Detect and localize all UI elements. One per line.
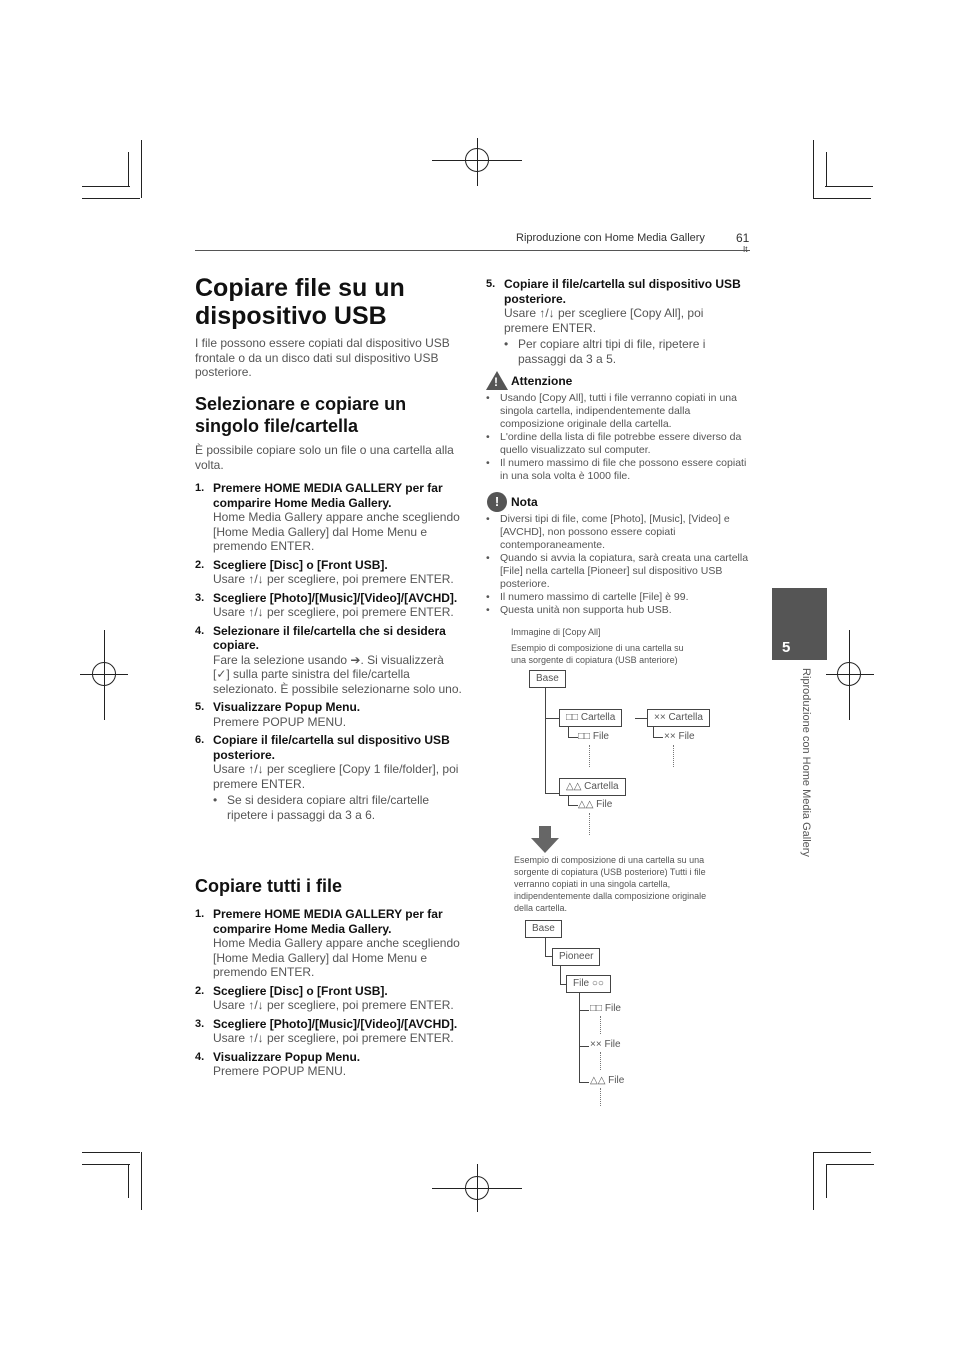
running-title: Riproduzione con Home Media Gallery	[516, 232, 705, 244]
folder-b: ×× Cartella	[647, 709, 710, 727]
file-b: ×× File	[664, 731, 695, 742]
step: 5. Visualizzare Popup Menu. Premere POPUP MENU.	[195, 700, 361, 729]
step: 1. Premere HOME MEDIA GALLERY per far comparire Home Media Gallery. Home Media Gallery appare anche scegliendo [Home Media Gallery] dal Home Menu e premendo ENTER.	[195, 907, 460, 979]
nota-heading: Nota	[511, 495, 538, 509]
step: 1. Premere HOME MEDIA GALLERY per far comparire Home Media Gallery. Home Media Gallery appare anche scegliendo [Home Media Gallery] dal Home Menu e premendo ENTER.	[195, 481, 460, 553]
arrow-down-icon	[530, 826, 560, 854]
list-item: • Il numero massimo di cartelle [File] è 99.	[486, 591, 750, 604]
attenzione-heading: Attenzione	[511, 374, 573, 388]
list-item: • Diversi tipi di file, come [Photo], [Music], [Video] e [AVCHD], non possono essere copiati contemporaneamente.	[486, 513, 750, 552]
step: 6. Copiare il file/cartella sul dispositivo USB posteriore. Usare ↑/↓ per scegliere [Copy 1 file/folder], poi premere ENTER. • Se si desidera copiare altri file/cartelle ripetere i passaggi da 3 a 6.	[195, 733, 463, 822]
section2-steps	[195, 907, 463, 1083]
section2-heading: Copiare tutti i file	[195, 876, 343, 896]
folder-base: Base	[525, 920, 562, 938]
list-item: • Usando [Copy All], tutti i file verranno copiati in una singola cartella, indipendentemente dalla composizione originale della cartella.	[486, 392, 748, 431]
info-icon: !	[487, 492, 507, 512]
warning-icon-mark: !	[494, 375, 498, 389]
chapter-number: 5	[782, 639, 791, 656]
page-title: Copiare file su un dispositivo USB	[195, 274, 405, 330]
page-number: 61	[736, 231, 750, 245]
intro-text: I file possono essere copiati dal dispositivo USB frontale o da un disco dati sul dispositivo USB posteriore.	[195, 336, 450, 379]
folder-pioneer: Pioneer	[552, 948, 600, 966]
section1-steps	[195, 481, 463, 826]
folder-a: □□ Cartella	[559, 709, 622, 727]
list-item: • Il numero massimo di file che possono essere copiati in una sola volta è 1000 file.	[486, 457, 748, 483]
diagram-example1: Esempio di composizione di una cartella su una sorgente di copiatura (USB anteriore)	[511, 643, 684, 665]
list-item: • Quando si avvia la copiatura, sarà creata una cartella [File] nella cartella [Pioneer] sul dispositivo USB posteriore.	[486, 552, 750, 591]
step: 5. Copiare il file/cartella sul dispositivo USB posteriore. Usare ↑/↓ per scegliere [Copy All], poi premere ENTER. • Per copiare altri tipi di file, ripetere i passaggi da 3 a 5.	[486, 277, 741, 366]
step: 3. Scegliere [Photo]/[Music]/[Video]/[AVCHD]. Usare ↑/↓ per scegliere, poi premere ENTER.	[195, 590, 458, 619]
diagram-example2: Esempio di composizione di una cartella su una sorgente di copiatura (USB posteriore) Tutti i file verranno copiati in una singola cartella, indipendentemente dalla composizione originale della cartella.	[514, 855, 707, 913]
section1-intro: È possibile copiare solo un file o una cartella alla volta.	[195, 443, 454, 472]
section2-step5	[486, 277, 741, 370]
section1-heading: Selezionare e copiare un singolo file/cartella	[195, 394, 407, 436]
step: 2. Scegliere [Disc] o [Front USB]. Usare ↑/↓ per scegliere, poi premere ENTER.	[195, 983, 454, 1012]
list-item: • L'ordine della lista di file potrebbe essere diverso da quello visualizzato sul computer.	[486, 431, 748, 457]
file-c: △△ File	[590, 1075, 625, 1086]
folder-file: File ○○	[566, 975, 611, 993]
diagram-caption: Immagine di [Copy All]	[511, 627, 601, 637]
file-a: □□ File	[590, 1003, 621, 1014]
chapter-tab	[772, 588, 827, 660]
nota-list	[486, 513, 750, 617]
file-b: ×× File	[590, 1039, 621, 1050]
step: 4. Selezionare il file/cartella che si desidera copiare. Fare la selezione usando ➔. Si visualizzerà [✓] sulla parte sinistra del file/cartella selezionato. È possibile selezionarne solo uno.	[195, 623, 462, 696]
folder-c: △△ Cartella	[559, 778, 626, 796]
attenzione-list	[486, 392, 748, 483]
file-c: △△ File	[578, 799, 613, 810]
list-item: • Questa unità non supporta hub USB.	[486, 604, 750, 617]
file-a: □□ File	[578, 731, 609, 742]
step: 3. Scegliere [Photo]/[Music]/[Video]/[AVCHD]. Usare ↑/↓ per scegliere, poi premere ENTER.	[195, 1016, 458, 1045]
folder-base: Base	[529, 670, 566, 688]
step: 2. Scegliere [Disc] o [Front USB]. Usare ↑/↓ per scegliere, poi premere ENTER.	[195, 557, 454, 586]
header-rule	[195, 250, 750, 251]
step: 4. Visualizzare Popup Menu. Premere POPUP MENU.	[195, 1049, 361, 1078]
chapter-side-label: Riproduzione con Home Media Gallery	[800, 668, 812, 857]
